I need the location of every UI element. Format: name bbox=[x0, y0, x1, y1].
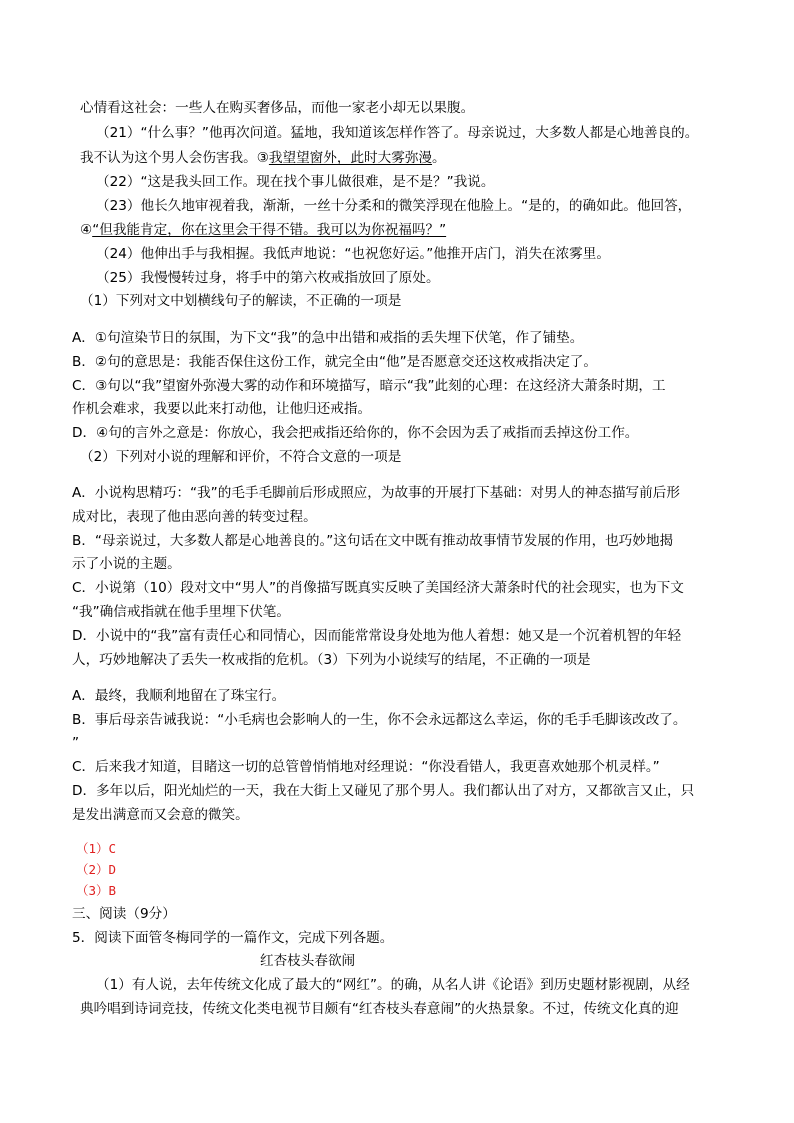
essay-title: 红杏枝头春欲闹 bbox=[260, 953, 356, 969]
q3-option-line: D．多年以后，阳光灿烂的一天，我在大街上又碰见了那个男人。我们都认出了对方，又都欲言又止，只 bbox=[72, 783, 695, 799]
q3-option-line: A．最终，我顺利地留在了珠宝行。 bbox=[72, 688, 286, 704]
underlined-sentence-3: 我望望窗外，此时大雾弥漫 bbox=[268, 150, 433, 166]
passage-line: 心情看这社会：一些人在购买奢侈品，而他一家老小却无以果腹。 bbox=[80, 100, 475, 116]
passage-line: （23）他长久地审视着我，渐渐，一丝十分柔和的微笑浮现在他脸上。“是的，的确如此。他回答， bbox=[96, 198, 692, 214]
answer-3: （3）B bbox=[76, 883, 117, 898]
q2-option-line: C．小说第（10）段对文中“男人”的肖像描写既真实反映了美国经济大萧条时代的社会现实，也为下文 bbox=[72, 580, 684, 596]
q2-option-line: 人，巧妙地解决了丢失一枚戒指的危机。（3）下列为小说续写的结尾，不正确的一项是 bbox=[72, 652, 591, 668]
q1-option-line: D．④句的言外之意是：你放心，我会把戒指还给你的，你不会因为丢了戒指而丢掉这份工作。 bbox=[72, 425, 639, 441]
q1-option-line: B．②句的意思是：我能否保住这份工作，就完全由“他”是否愿意交还这枚戒指决定了。 bbox=[72, 354, 597, 370]
section-heading: 三、阅读（9分） bbox=[72, 906, 176, 922]
question-5-intro: 5．阅读下面管冬梅同学的一篇作文，完成下列各题。 bbox=[72, 930, 394, 946]
passage-line: （24）他伸出手与我相握。我低声地说：“也祝您好运。”他推开店门，消失在浓雾里。 bbox=[96, 246, 610, 262]
q3-option-line: ” bbox=[72, 735, 80, 751]
q2-option-line: 成对比，表现了他由恶向善的转变过程。 bbox=[72, 509, 317, 525]
q3-option-line: 是发出满意而又会意的微笑。 bbox=[72, 807, 249, 823]
answer-2: （2）D bbox=[76, 862, 117, 877]
passage-line: （21）“什么事？”他再次问道。猛地，我知道该怎样作答了。母亲说过，大多数人都是心地善良的。 bbox=[96, 125, 699, 141]
q3-option-line: B．事后母亲告诫我说：“小毛病也会影响人的一生，你不会永远都这么幸运，你的毛手毛脚该改改了。 bbox=[72, 712, 687, 728]
essay-line: （1）有人说，去年传统文化成了最大的“网红”。的确，从名人讲《论语》到历史题材影视剧，从经 bbox=[96, 977, 690, 993]
underlined-sentence-4: “但我能肯定，你在这里会干得不错。我可以为你祝福吗？” bbox=[92, 222, 447, 238]
q2-option-line: D．小说中的“我”富有责任心和同情心，因而能常常设身处地为他人着想：她又是一个沉着机智的年轻 bbox=[72, 628, 682, 644]
q3-option-line: C．后来我才知道，目睹这一切的总管曾悄悄地对经理说：“你没看错人，我更喜欢她那个机灵样。” bbox=[72, 759, 660, 775]
q2-option-line: “我”确信戒指就在他手里埋下伏笔。 bbox=[72, 604, 290, 620]
q2-option-line: 示了小说的主题。 bbox=[72, 556, 181, 572]
passage-line bbox=[80, 221, 446, 239]
passage-line: （25）我慢慢转过身，将手中的第六枚戒指放回了原处。 bbox=[96, 270, 440, 286]
q2-option-line: B．“母亲说过，大多数人都是心地善良的。”这句话在文中既有推动故事情节发展的作用，也巧妙地揭 bbox=[72, 533, 674, 549]
q1-option-line: A．①句渲染节日的氛围，为下文“我”的急中出错和戒指的丢失埋下伏笔，作了铺垫。 bbox=[72, 330, 584, 346]
essay-line: 典吟唱到诗词竞技，传统文化类电视节目颇有“红杏枝头春意闹”的火热景象。不过，传统文化真的迎 bbox=[80, 1001, 679, 1017]
question-1-stem: （1）下列对文中划横线句子的解读，不正确的一项是 bbox=[80, 293, 402, 309]
passage-line: （22）“这是我头回工作。现在找个事儿做很难，是不是？”我说。 bbox=[96, 174, 495, 190]
q1-option-line: C．③句以“我”望窗外弥漫大雾的动作和环境描写，暗示“我”此刻的心理：在这经济大萧条时期，工 bbox=[72, 378, 666, 394]
text-run: 。 bbox=[432, 150, 446, 166]
q2-option-line: A．小说构思精巧：“我”的毛手毛脚前后形成照应，为故事的开展打下基础：对男人的神态描写前后形 bbox=[72, 485, 680, 501]
q1-option-line: 作机会难求，我要以此来打动他，让他归还戒指。 bbox=[72, 401, 372, 417]
question-2-stem: （2）下列对小说的理解和评价，不符合文意的一项是 bbox=[80, 449, 402, 465]
passage-line bbox=[80, 149, 446, 167]
answer-1: （1）C bbox=[76, 841, 117, 856]
text-run: ④ bbox=[80, 222, 93, 238]
text-run: 我不认为这个男人会伤害我。③ bbox=[80, 150, 269, 166]
